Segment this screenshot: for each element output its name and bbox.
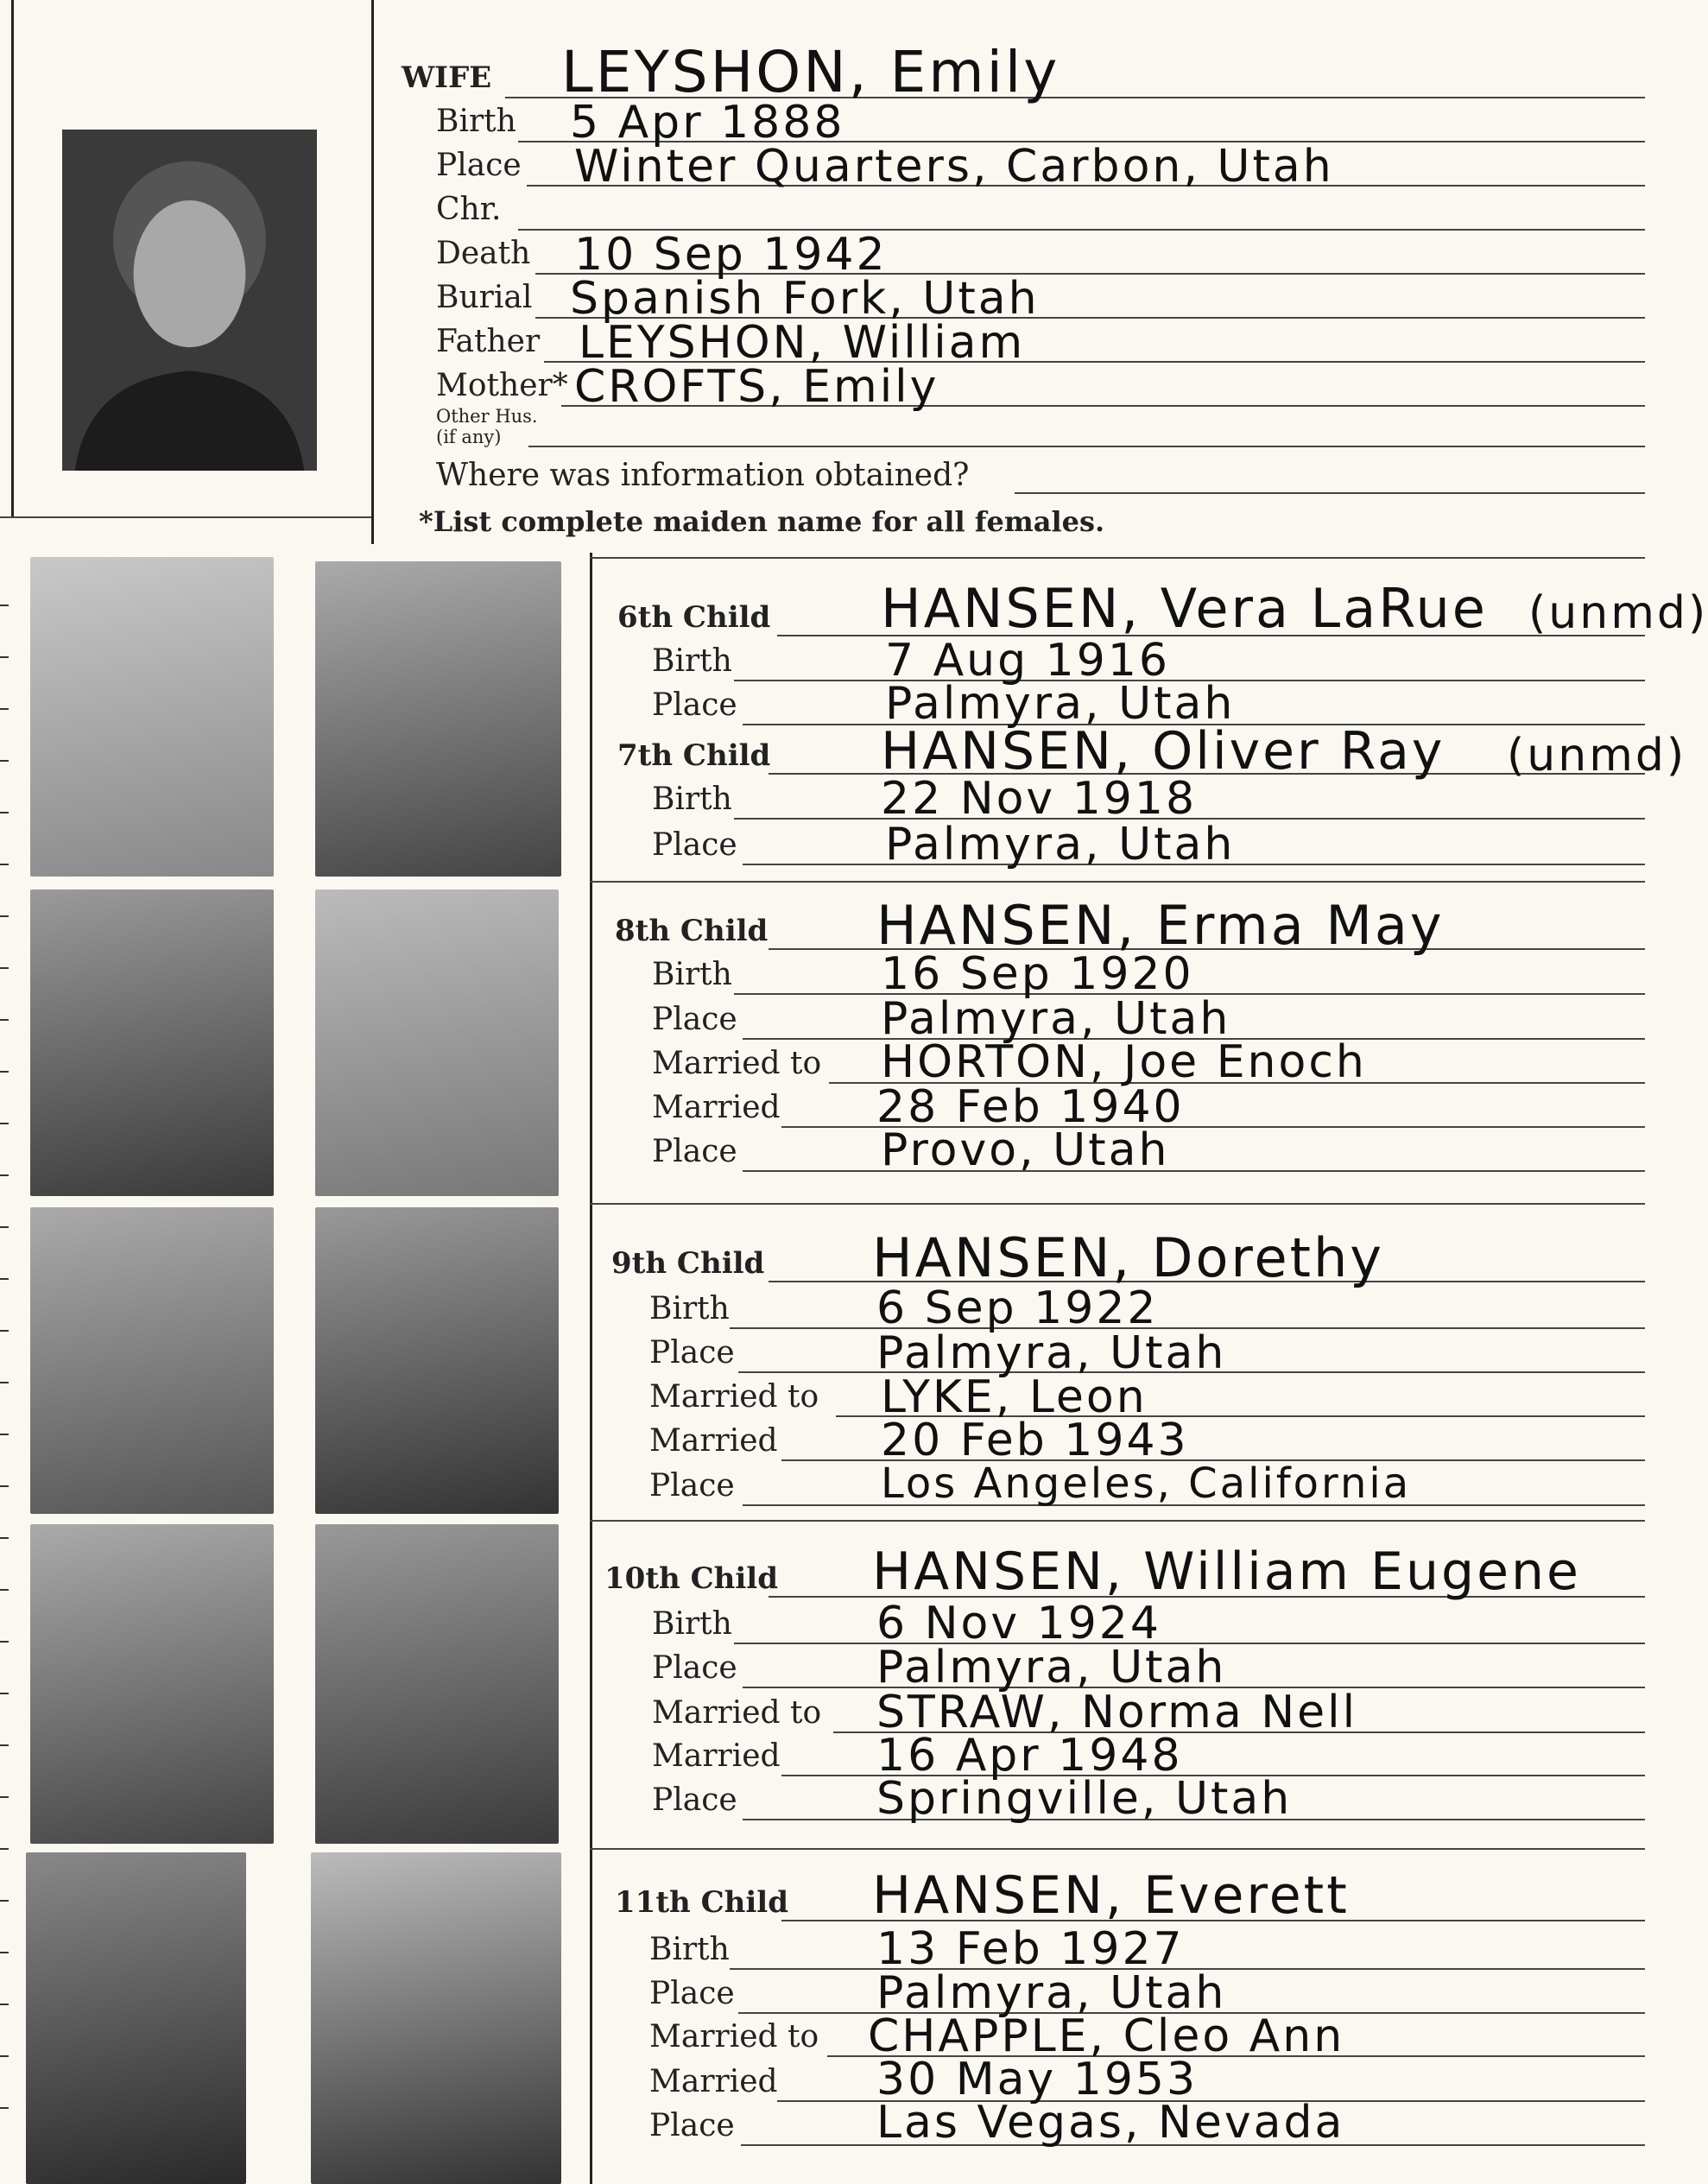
- child-8-spouse-photo: [315, 889, 559, 1196]
- field-value: Palmyra, Utah: [876, 1327, 1227, 1379]
- wife-birth-value: 5 Apr 1888: [570, 97, 845, 149]
- field-value: Palmyra, Utah: [885, 678, 1236, 730]
- field-value: 22 Nov 1918: [881, 773, 1198, 825]
- divider-top: [371, 0, 374, 544]
- field-label: Birth: [649, 1291, 730, 1326]
- field-value: LYKE, Leon: [881, 1371, 1148, 1423]
- child-11-spouse-photo: [311, 1852, 561, 2184]
- child-9-spouse-photo: [315, 1207, 559, 1514]
- info-source-label: Where was information obtained?: [436, 458, 970, 493]
- field-label: Birth: [649, 1932, 730, 1967]
- wife-mother-label: Mother*: [436, 368, 568, 403]
- field-label: Place: [652, 827, 737, 863]
- field-label: Place: [649, 1976, 735, 2011]
- child-6-photo: [30, 557, 274, 877]
- field-value: 6 Sep 1922: [876, 1282, 1159, 1334]
- field-value: 20 Feb 1943: [881, 1415, 1189, 1466]
- child-name: HANSEN, Vera LaRue: [881, 577, 1488, 640]
- field-label: Married: [649, 1423, 778, 1459]
- child-11-photo: [26, 1852, 246, 2184]
- field-label: Place: [649, 1335, 735, 1371]
- child-heading: 9th Child: [611, 1246, 765, 1281]
- field-label: Married to: [649, 1379, 819, 1415]
- wife-father-label: Father: [436, 324, 541, 359]
- wife-death-label: Death: [436, 236, 531, 271]
- field-label: Place: [649, 2108, 735, 2143]
- field-label: Place: [652, 1782, 737, 1818]
- child-note: (unmd): [1528, 587, 1708, 639]
- field-label: Married: [652, 1738, 781, 1774]
- field-value: 6 Nov 1924: [876, 1598, 1161, 1649]
- field-label: Birth: [652, 957, 732, 992]
- field-value: Palmyra, Utah: [876, 1967, 1227, 2019]
- field-value: Palmyra, Utah: [881, 993, 1231, 1045]
- wife-birth-label: Birth: [436, 104, 516, 139]
- field-label: Birth: [652, 643, 732, 679]
- child-heading: 6th Child: [617, 600, 771, 635]
- section-divider: [590, 881, 1645, 883]
- wife-portrait-photo: [62, 130, 317, 471]
- wife-burial-label: Burial: [436, 280, 533, 315]
- field-value: STRAW, Norma Nell: [876, 1687, 1358, 1738]
- child-heading: 8th Child: [615, 914, 769, 948]
- field-value: Provo, Utah: [881, 1124, 1170, 1176]
- field-label: Married: [649, 2064, 778, 2099]
- child-10-photo: [30, 1524, 274, 1844]
- field-label: Married to: [652, 1695, 822, 1731]
- child-heading: 7th Child: [617, 738, 771, 773]
- child-name: HANSEN, Everett: [872, 1865, 1350, 1926]
- wife-place-value: Winter Quarters, Carbon, Utah: [574, 141, 1334, 193]
- field-label: Place: [652, 1650, 737, 1686]
- section-divider: [590, 1520, 1645, 1522]
- child-name: HANSEN, Oliver Ray: [881, 721, 1445, 782]
- section-divider: [590, 1848, 1645, 1850]
- field-label: Married to: [652, 1046, 822, 1081]
- field-value: 30 May 1953: [876, 2054, 1199, 2105]
- child-10-spouse-photo: [315, 1524, 559, 1844]
- field-label: Place: [652, 687, 737, 723]
- child-name: HANSEN, Erma May: [876, 894, 1445, 957]
- child-name: HANSEN, William Eugene: [872, 1541, 1581, 1602]
- wife-burial-value: Spanish Fork, Utah: [570, 273, 1040, 325]
- field-value: CHAPPLE, Cleo Ann: [868, 2010, 1345, 2062]
- left-border-top: [11, 0, 14, 518]
- child-9-photo: [30, 1207, 274, 1514]
- field-value: HORTON, Joe Enoch: [881, 1036, 1367, 1088]
- maiden-name-footnote: *List complete maiden name for all females.: [419, 505, 1105, 538]
- wife-death-value: 10 Sep 1942: [574, 229, 888, 281]
- field-label: Place: [652, 1002, 737, 1037]
- wife-section-bottom: [0, 516, 371, 518]
- other-hus-label: Other Hus.: [436, 406, 538, 427]
- wife-name: LEYSHON, Emily: [561, 39, 1060, 105]
- field-value: Palmyra, Utah: [885, 819, 1236, 870]
- child-heading: 11th Child: [615, 1885, 788, 1920]
- wife-father-value: LEYSHON, William: [579, 317, 1026, 369]
- child-heading: 10th Child: [604, 1561, 778, 1596]
- section-divider: [590, 1203, 1645, 1205]
- field-label: Place: [652, 1134, 737, 1169]
- field-value: 16 Sep 1920: [881, 948, 1194, 1000]
- field-label: Married to: [649, 2019, 819, 2054]
- child-note: (unmd): [1507, 730, 1687, 782]
- field-value: Las Vegas, Nevada: [876, 2097, 1345, 2149]
- wife-chr-label: Chr.: [436, 192, 502, 227]
- wife-place-label: Place: [436, 148, 522, 183]
- child-7-photo: [315, 561, 561, 877]
- field-label: Birth: [652, 782, 732, 817]
- wife-mother-value: CROFTS, Emily: [574, 361, 939, 413]
- child-name: HANSEN, Dorethy: [872, 1226, 1384, 1289]
- field-value: 13 Feb 1927: [876, 1923, 1185, 1975]
- wife-heading: WIFE: [402, 60, 492, 95]
- field-label: Birth: [652, 1606, 732, 1642]
- field-value: 7 Aug 1916: [885, 635, 1171, 687]
- field-label: Place: [649, 1468, 735, 1503]
- field-value: 16 Apr 1948: [876, 1730, 1183, 1782]
- field-value: 28 Feb 1940: [876, 1081, 1185, 1133]
- divider-children: [590, 553, 592, 2184]
- other-hus-sub-label: (if any): [436, 427, 502, 447]
- field-value: Los Angeles, California: [881, 1459, 1412, 1508]
- field-value: Springville, Utah: [876, 1773, 1293, 1825]
- field-label: Married: [652, 1090, 781, 1125]
- children-section-top: [590, 557, 1645, 559]
- child-8-photo: [30, 889, 274, 1196]
- field-value: Palmyra, Utah: [876, 1642, 1227, 1693]
